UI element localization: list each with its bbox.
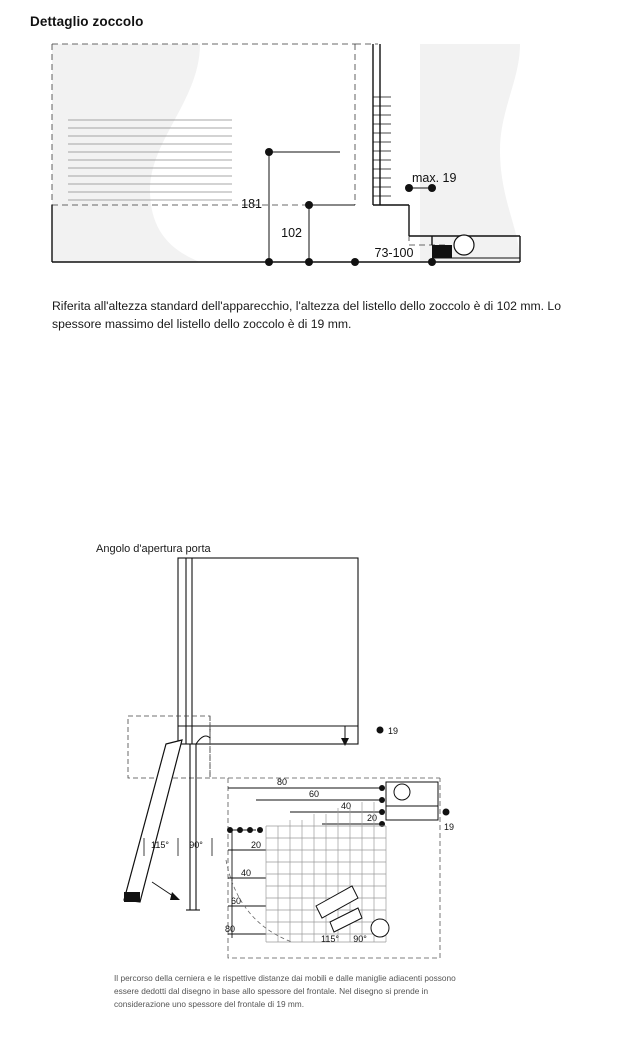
handle-circle-grid	[371, 919, 389, 937]
dimension-top-19: 19	[388, 726, 399, 736]
reference-door-vertical	[186, 744, 200, 910]
dimension-top-60: 60	[308, 789, 320, 799]
dimension-top-40: 40	[340, 801, 352, 811]
door-angle-drawing	[0, 530, 617, 970]
section-door-opening-angle	[0, 530, 617, 1037]
left-body-fill	[52, 44, 200, 262]
plinth-drawing	[0, 0, 617, 290]
hinge-detail	[192, 726, 210, 744]
dimension-left-40: 40	[240, 868, 252, 878]
section-plinth-detail	[0, 0, 617, 340]
page-title: Dettaglio zoccolo	[30, 14, 144, 29]
dimension-left-60: 60	[230, 896, 242, 906]
dimension-top-80: 80	[276, 777, 288, 787]
dimension-181: 181	[241, 197, 262, 211]
hinge-path-grid	[266, 802, 386, 942]
right-body-fill	[420, 44, 520, 262]
right-hatching	[373, 97, 391, 196]
foot-block	[432, 245, 452, 258]
thickness-arrow	[341, 726, 349, 746]
angle-115-left: 115°	[151, 840, 169, 850]
angle-90-left: 90°	[189, 840, 203, 850]
door-angle-caption: Il percorso della cerniera e le rispettive distanze dai mobili e dalle maniglie adiacenti possono essere dedotti dal disegno in base allo spessore del frontale. Nel disegno si prende in considerazione uno spessore del frontale di 19 mm.	[114, 973, 456, 1009]
angle-90-grid: 90°	[353, 934, 367, 944]
dimension-73-100: 73-100	[374, 246, 414, 260]
angle-115-grid: 115°	[321, 934, 339, 944]
dimension-left-80: 80	[224, 924, 236, 934]
plinth-caption: Riferita all'altezza standard dell'apparecchio, l'altezza del listello dello zoccolo è di 102 mm. Lo spessore massimo del listello dello zoccolo è di 19 mm.	[52, 299, 561, 332]
dimension-top-20: 20	[366, 813, 378, 823]
dim-dot-top-19	[377, 727, 384, 734]
dimension-left-20: 20	[250, 840, 262, 850]
right-hinge-housing	[386, 782, 438, 820]
dim-dot-right-19	[443, 809, 450, 816]
roller-circle	[454, 235, 474, 255]
door-angle-title: Angolo d'apertura porta	[96, 543, 211, 555]
dimension-max-19: max. 19	[412, 171, 457, 185]
plinth-technical-drawing	[0, 0, 617, 290]
door-handle-block	[124, 892, 140, 902]
open-door-leaf	[124, 740, 182, 902]
angle-arrows	[152, 882, 180, 900]
door-leaves-grid	[316, 886, 362, 932]
dimension-102: 102	[281, 226, 302, 240]
door-angle-technical-drawing	[0, 530, 617, 970]
top-ladder-dots	[379, 785, 385, 827]
top-dimension-ladder	[228, 788, 382, 824]
dimension-right-19: 19	[444, 822, 455, 832]
